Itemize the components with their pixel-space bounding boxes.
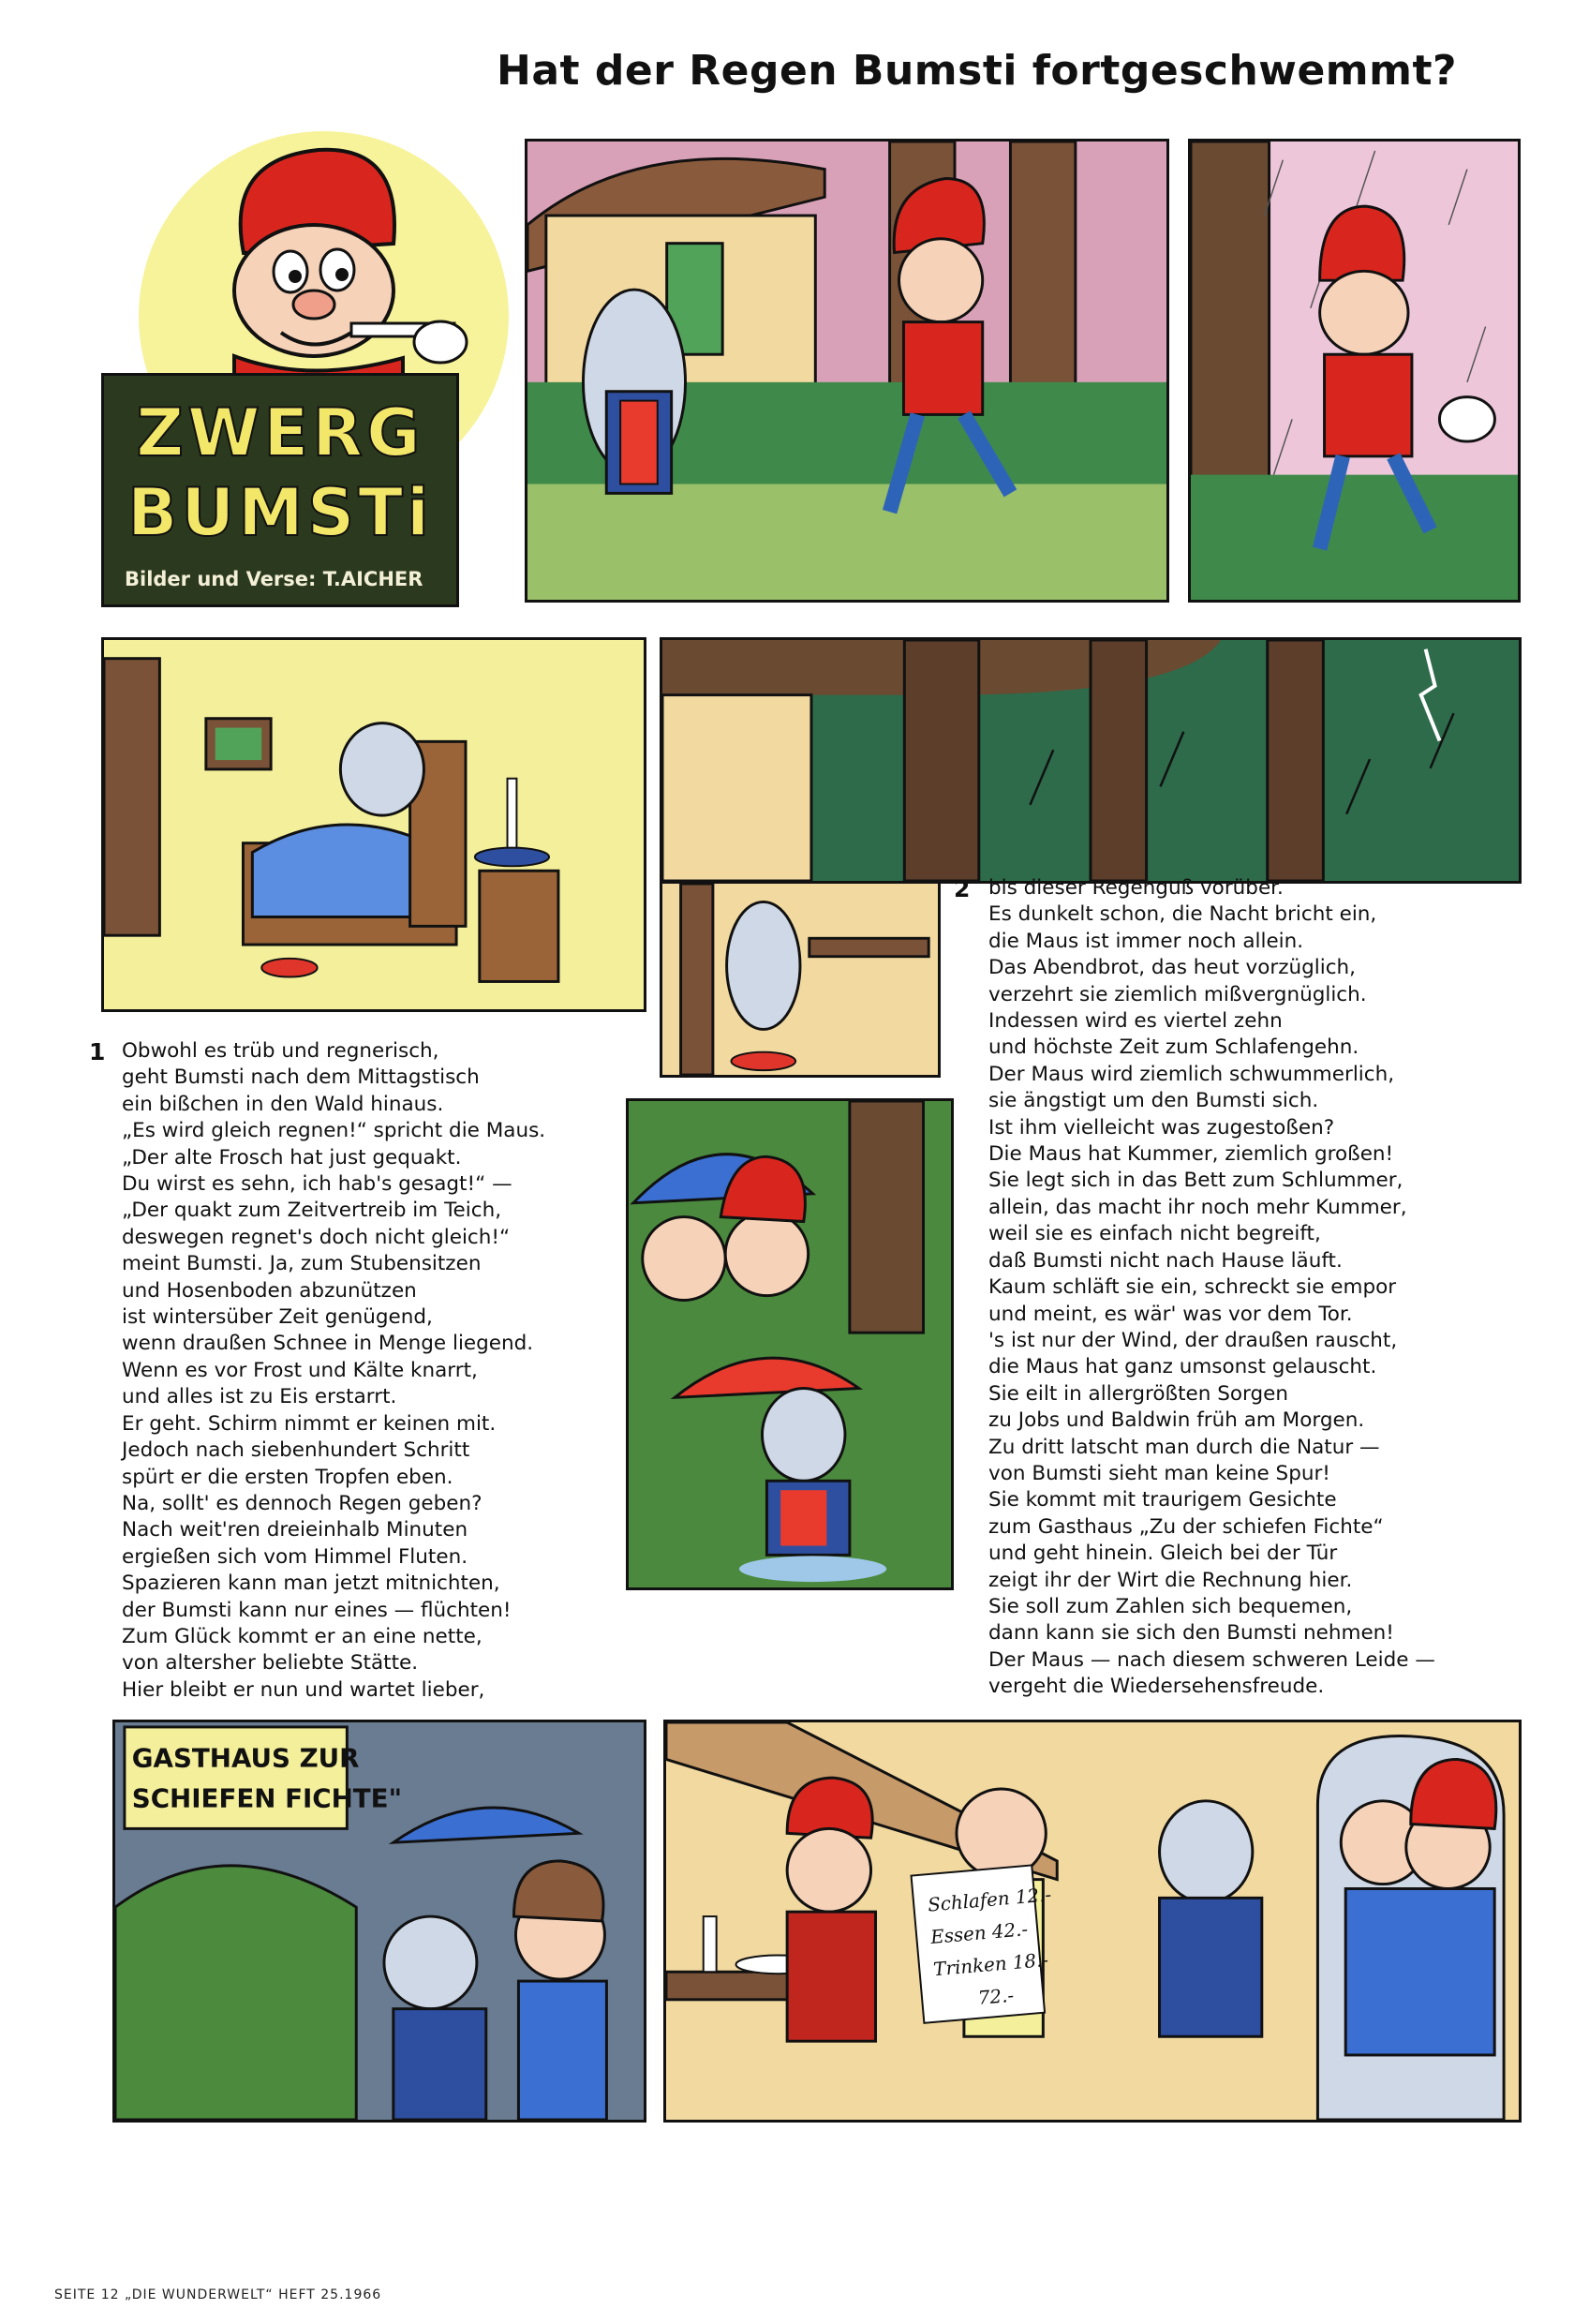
comic-panel-1 — [525, 139, 1169, 603]
comic-panel-5 — [626, 1098, 954, 1590]
logo-credit: Bilder und Verse: T.AICHER — [125, 568, 423, 590]
bill-line-2: Essen 42.- — [929, 1918, 1029, 1948]
panel-7-illustration — [666, 1722, 1519, 2120]
comic-panel-3 — [101, 637, 646, 1012]
bill-line-1: Schlafen 12.- — [927, 1884, 1052, 1916]
logo-line-1: ZWERG — [136, 395, 424, 471]
bill-line-3: Trinken 18.- — [932, 1948, 1049, 1981]
logo-line-2: BUMSTi — [126, 474, 433, 551]
comic-panel-4 — [660, 637, 1522, 884]
verse-1-number: 1 — [89, 1038, 106, 1065]
zwerg-bumsti-logo — [101, 373, 459, 607]
page-footer: SEITE 12 „DIE WUNDERWELT“ HEFT 25.1966 — [54, 2287, 382, 2302]
sign-line-2: SCHIEFEN FICHTE" — [131, 1782, 403, 1814]
panel-4-illustration — [662, 640, 1519, 881]
panel-1-illustration — [527, 142, 1166, 600]
comic-panel-2 — [1188, 139, 1521, 603]
comic-panel-6 — [112, 1720, 646, 2123]
verse-2-number: 2 — [954, 875, 971, 902]
comic-panel-4-lower — [660, 881, 941, 1078]
panel-3-illustration — [104, 640, 644, 1009]
bumsti-logo-portrait — [159, 141, 478, 384]
panel-2-illustration — [1191, 142, 1518, 600]
panel-5-illustration — [629, 1101, 951, 1587]
panel-4-lower-illustration — [662, 884, 938, 1075]
verse-2-text: bis dieser Regenguß vorüber. Es dunkelt schon, die Nacht bricht ein, die Maus ist immer noch allein. Das Abendbrot, das heut vorzüglich, verzehrt sie ziemlich mißvergnüglich. Indessen wird es viertel zehn und höchste Zeit zum Schlafengehn. Der Maus wird ziemlich schwummerlich, sie ängstigt um den Bumsti sich. Ist ihm vielleicht was zugestoßen? Die Maus hat Kummer, ziemlich großen! Sie legt sich in das Bett zum Schlummer, allein, das macht ihr noch mehr Kummer, weil sie es einfach nicht begreift, daß Bumsti nicht nach Hause läuft. Kaum schläft sie ein, schreckt sie empor und meint, es wär' was vor dem Tor. 's ist nur der Wind, der draußen rauscht, die Maus hat ganz umsonst gelauscht. Sie eilt in allergrößten Sorgen zu Jobs und Baldwin früh am Morgen. Zu dritt latscht man durch die Natur — von Bumsti sieht man keine Spur! Sie kommt mit traurigem Gesichte zum Gasthaus „Zu der schiefen Fichte“ und geht hinein. Gleich bei der Tür zeigt ihr der Wirt die Rechnung hier. Sie soll zum Zahlen sich bequemen, dann kann sie sich den Bumsti nehmen! Der Maus — nach diesem schweren Leide — vergeht die Wiedersehensfreude. — [988, 876, 1435, 1699]
sign-line-1: GASTHAUS ZUR — [131, 1742, 360, 1774]
verse-1-text: Obwohl es trüb und regnerisch, geht Bumsti nach dem Mittagstisch ein bißchen in den Wald hinaus. „Es wird gleich regnen!“ spricht die Maus. „Der alte Frosch hat just gequakt. Du wirst es sehn, ich hab's gesagt!“ — „Der quakt zum Zeitvertreib im Teich, deswegen regnet's doch nicht gleich!“ meint Bumsti. Ja, zum Stubensitzen und Hosenboden abzunützen ist wintersüber Zeit genügend, wenn draußen Schnee in Menge liegend. Wenn es vor Frost und Kälte knarrt, und alles ist zu Eis erstarrt. Er geht. Schirm nimmt er keinen mit. Jedoch nach siebenhundert Schritt spürt er die ersten Tropfen eben. Na, sollt' es dennoch Regen geben? Nach weit'ren dreieinhalb Minuten ergießen sich vom Himmel Fluten. Spazieren kann man jetzt mitnichten, der Bumsti kann nur eines — flüchten! Zum Glück kommt er an eine nette, von altersher beliebte Stätte. Hier bleibt er nun und wartet lieber, — [122, 1039, 546, 1702]
comic-panel-7 — [663, 1720, 1522, 2123]
bill-total: 72.- — [976, 1984, 1016, 2009]
panel-6-illustration — [115, 1722, 644, 2120]
page-title: Hat der Regen Bumsti fortgeschwemmt? — [497, 47, 1458, 95]
